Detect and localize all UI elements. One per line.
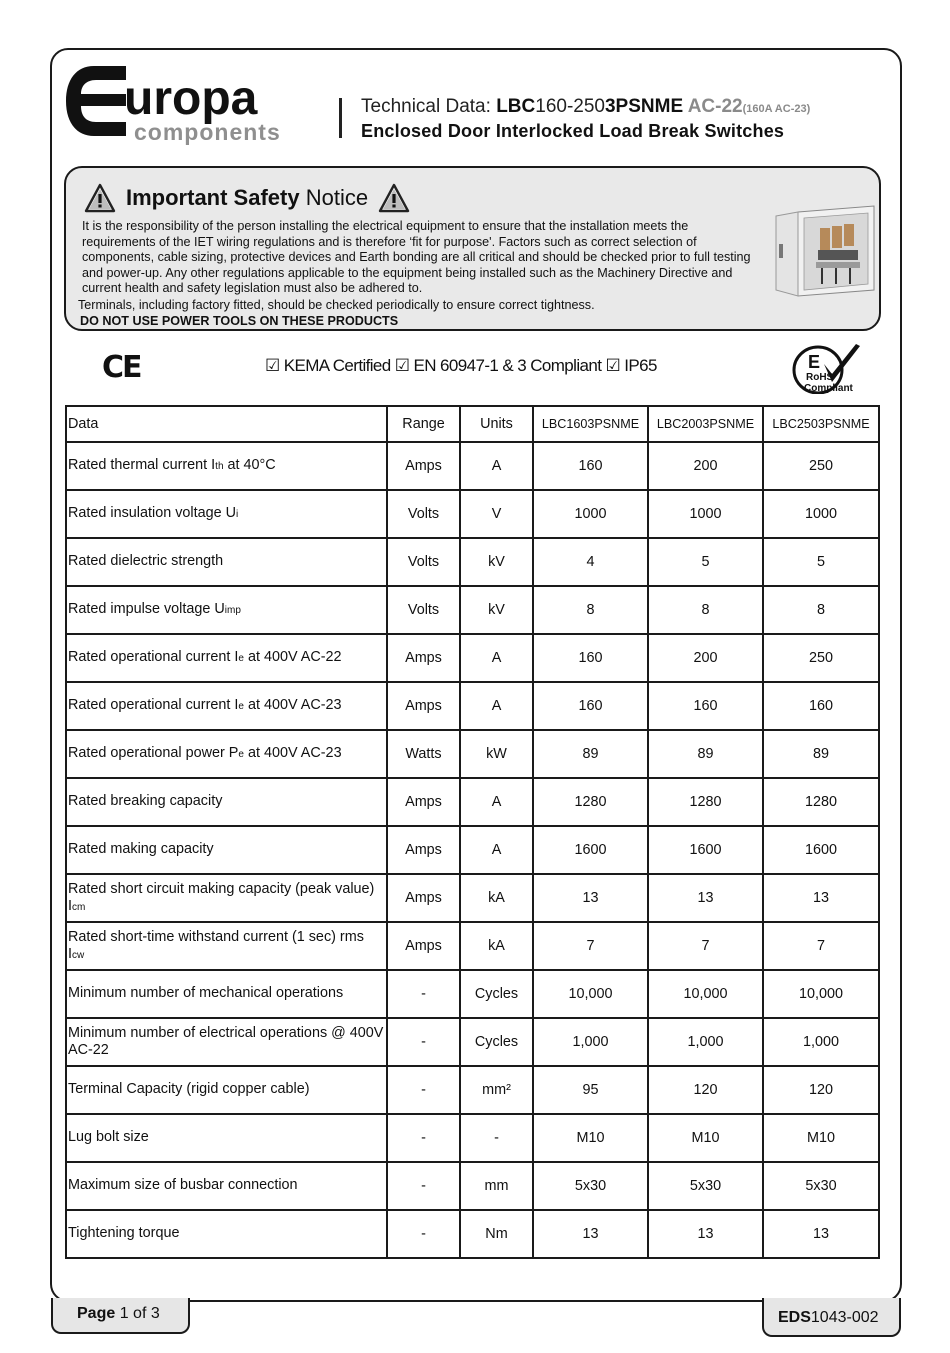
parameter-cell: Rated short-time withstand current (1 sec) rms Icw — [66, 922, 387, 970]
units-cell: kW — [460, 730, 533, 778]
parameter-cell: Rated operational current Ie at 400V AC-23 — [66, 682, 387, 730]
units-cell: Nm — [460, 1210, 533, 1258]
value-cell-160: M10 — [533, 1114, 648, 1162]
rohs-compliant-badge — [790, 342, 878, 394]
units-cell: Cycles — [460, 1018, 533, 1066]
range-cell: - — [387, 970, 460, 1018]
specification-table — [65, 405, 880, 1259]
value-cell-160: 8 — [533, 586, 648, 634]
europa-logo — [64, 64, 326, 146]
header-model-250: LBC2503PSNME — [763, 406, 879, 442]
value-cell-200: 1280 — [648, 778, 763, 826]
value-cell-200: 200 — [648, 634, 763, 682]
header-units: Units — [460, 406, 533, 442]
document-subtitle: Enclosed Door Interlocked Load Break Switches — [361, 121, 785, 141]
value-cell-250: 1000 — [763, 490, 879, 538]
value-cell-200: 89 — [648, 730, 763, 778]
value-cell-200: 160 — [648, 682, 763, 730]
header-data: Data — [66, 406, 387, 442]
value-cell-200: 7 — [648, 922, 763, 970]
parameter-cell: Minimum number of mechanical operations — [66, 970, 387, 1018]
value-cell-250: 13 — [763, 1210, 879, 1258]
range-cell: - — [387, 1162, 460, 1210]
units-cell: A — [460, 826, 533, 874]
parameter-cell: Terminal Capacity (rigid copper cable) — [66, 1066, 387, 1114]
document-number: EDS1043-002 — [778, 1309, 879, 1326]
header-model-160: LBC1603PSNME — [533, 406, 648, 442]
units-cell: mm — [460, 1162, 533, 1210]
terminals-note: Terminals, including factory fitted, should be checked periodically to ensure correct tightness. — [78, 298, 595, 312]
enclosure-product-image — [774, 204, 876, 298]
units-cell: kV — [460, 538, 533, 586]
table-row — [66, 1162, 879, 1210]
value-cell-160: 13 — [533, 874, 648, 922]
range-cell: Volts — [387, 538, 460, 586]
parameter-cell: Rated dielectric strength — [66, 538, 387, 586]
value-cell-160: 7 — [533, 922, 648, 970]
value-cell-250: 250 — [763, 634, 879, 682]
value-cell-160: 1600 — [533, 826, 648, 874]
header-divider — [339, 98, 342, 138]
value-cell-250: 8 — [763, 586, 879, 634]
range-cell: - — [387, 1210, 460, 1258]
warning-icon — [84, 183, 116, 213]
safety-body-text: It is the responsibility of the person installing the electrical equipment to ensure that the installation meets the requirements of the IET wiring regulations and is therefore ‘fit for purpose'. Factors such as correct selection of components, cable sizing, protective devices and Earth bonding are all critical and should be checked prior to full testing and power-up. Any other regulations applicable to the equipment being installed such as the Machinery Directive and current health and safety legislation must also be adhered to. — [82, 219, 751, 296]
parameter-cell: Minimum number of electrical operations @ 400V AC-22 — [66, 1018, 387, 1066]
units-cell: kV — [460, 586, 533, 634]
value-cell-250: 89 — [763, 730, 879, 778]
value-cell-200: 13 — [648, 874, 763, 922]
range-cell: Amps — [387, 826, 460, 874]
table-row — [66, 922, 879, 970]
table-row — [66, 1210, 879, 1258]
value-cell-250: 1600 — [763, 826, 879, 874]
range-cell: Volts — [387, 490, 460, 538]
value-cell-250: 250 — [763, 442, 879, 490]
units-cell: A — [460, 682, 533, 730]
table-row — [66, 826, 879, 874]
value-cell-160: 5x30 — [533, 1162, 648, 1210]
parameter-cell: Rated operational current Ie at 400V AC-22 — [66, 634, 387, 682]
range-cell: Amps — [387, 778, 460, 826]
table-header-row — [66, 406, 879, 442]
value-cell-200: 200 — [648, 442, 763, 490]
logo-sub-text: components — [134, 119, 281, 145]
value-cell-250: 7 — [763, 922, 879, 970]
value-cell-160: 160 — [533, 634, 648, 682]
safety-heading-normal: Notice — [305, 185, 369, 210]
value-cell-160: 160 — [533, 682, 648, 730]
units-cell: kA — [460, 874, 533, 922]
value-cell-250: M10 — [763, 1114, 879, 1162]
parameter-cell: Lug bolt size — [66, 1114, 387, 1162]
parameter-cell: Rated impulse voltage Uimp — [66, 586, 387, 634]
range-cell: Volts — [387, 586, 460, 634]
range-cell: Watts — [387, 730, 460, 778]
units-cell: - — [460, 1114, 533, 1162]
logo-main-text: uropa — [124, 72, 258, 125]
value-cell-160: 95 — [533, 1066, 648, 1114]
value-cell-160: 160 — [533, 442, 648, 490]
value-cell-160: 13 — [533, 1210, 648, 1258]
range-cell: Amps — [387, 442, 460, 490]
table-row — [66, 586, 879, 634]
units-cell: A — [460, 442, 533, 490]
table-row — [66, 1018, 879, 1066]
parameter-cell: Rated thermal current Ith at 40°C — [66, 442, 387, 490]
value-cell-160: 1280 — [533, 778, 648, 826]
value-cell-250: 1280 — [763, 778, 879, 826]
parameter-cell: Maximum size of busbar connection — [66, 1162, 387, 1210]
document-title: Technical Data: LBC160-2503PSNME AC-22(160A AC-23) — [361, 96, 811, 117]
page-number: Page 1 of 3 — [77, 1305, 160, 1322]
range-cell: Amps — [387, 874, 460, 922]
value-cell-250: 1,000 — [763, 1018, 879, 1066]
value-cell-250: 13 — [763, 874, 879, 922]
safety-heading-bold: Important Safety — [126, 185, 300, 210]
units-cell: V — [460, 490, 533, 538]
units-cell: A — [460, 634, 533, 682]
table-row — [66, 490, 879, 538]
value-cell-200: 8 — [648, 586, 763, 634]
value-cell-250: 120 — [763, 1066, 879, 1114]
table-row — [66, 1114, 879, 1162]
svg-text:E: E — [808, 352, 821, 372]
value-cell-200: 1000 — [648, 490, 763, 538]
parameter-cell: Tightening torque — [66, 1210, 387, 1258]
rohs-text: RoHS — [806, 372, 834, 383]
units-cell: kA — [460, 922, 533, 970]
parameter-cell: Rated operational power Pe at 400V AC-23 — [66, 730, 387, 778]
safety-heading — [84, 182, 410, 214]
table-row — [66, 634, 879, 682]
ce-mark: CE — [102, 350, 141, 385]
value-cell-250: 5 — [763, 538, 879, 586]
value-cell-200: 5 — [648, 538, 763, 586]
units-cell: Cycles — [460, 970, 533, 1018]
parameter-cell: Rated insulation voltage Ui — [66, 490, 387, 538]
table-row — [66, 730, 879, 778]
range-cell: - — [387, 1018, 460, 1066]
parameter-cell: Rated making capacity — [66, 826, 387, 874]
range-cell: Amps — [387, 922, 460, 970]
table-row — [66, 682, 879, 730]
table-row — [66, 1066, 879, 1114]
table-row — [66, 778, 879, 826]
range-cell: Amps — [387, 634, 460, 682]
value-cell-200: 13 — [648, 1210, 763, 1258]
power-tools-warning: DO NOT USE POWER TOOLS ON THESE PRODUCTS — [80, 314, 399, 328]
value-cell-250: 160 — [763, 682, 879, 730]
value-cell-200: 5x30 — [648, 1162, 763, 1210]
value-cell-250: 10,000 — [763, 970, 879, 1018]
range-cell: - — [387, 1066, 460, 1114]
header-range: Range — [387, 406, 460, 442]
value-cell-200: 10,000 — [648, 970, 763, 1018]
value-cell-160: 1000 — [533, 490, 648, 538]
range-cell: Amps — [387, 682, 460, 730]
header-model-200: LBC2003PSNME — [648, 406, 763, 442]
parameter-cell: Rated breaking capacity — [66, 778, 387, 826]
parameter-cell: Rated short circuit making capacity (peak value) Icm — [66, 874, 387, 922]
value-cell-160: 1,000 — [533, 1018, 648, 1066]
value-cell-200: 1600 — [648, 826, 763, 874]
value-cell-160: 10,000 — [533, 970, 648, 1018]
units-cell: mm² — [460, 1066, 533, 1114]
range-cell: - — [387, 1114, 460, 1162]
table-row — [66, 874, 879, 922]
value-cell-200: M10 — [648, 1114, 763, 1162]
certifications-text: ☑ KEMA Certified ☑ EN 60947-1 & 3 Compliant ☑ IP65 — [265, 356, 657, 375]
warning-icon — [378, 183, 410, 213]
value-cell-160: 4 — [533, 538, 648, 586]
table-row — [66, 970, 879, 1018]
table-row — [66, 442, 879, 490]
value-cell-250: 5x30 — [763, 1162, 879, 1210]
value-cell-200: 1,000 — [648, 1018, 763, 1066]
table-row — [66, 538, 879, 586]
compliant-text: Compliant — [804, 383, 853, 394]
units-cell: A — [460, 778, 533, 826]
value-cell-160: 89 — [533, 730, 648, 778]
value-cell-200: 120 — [648, 1066, 763, 1114]
